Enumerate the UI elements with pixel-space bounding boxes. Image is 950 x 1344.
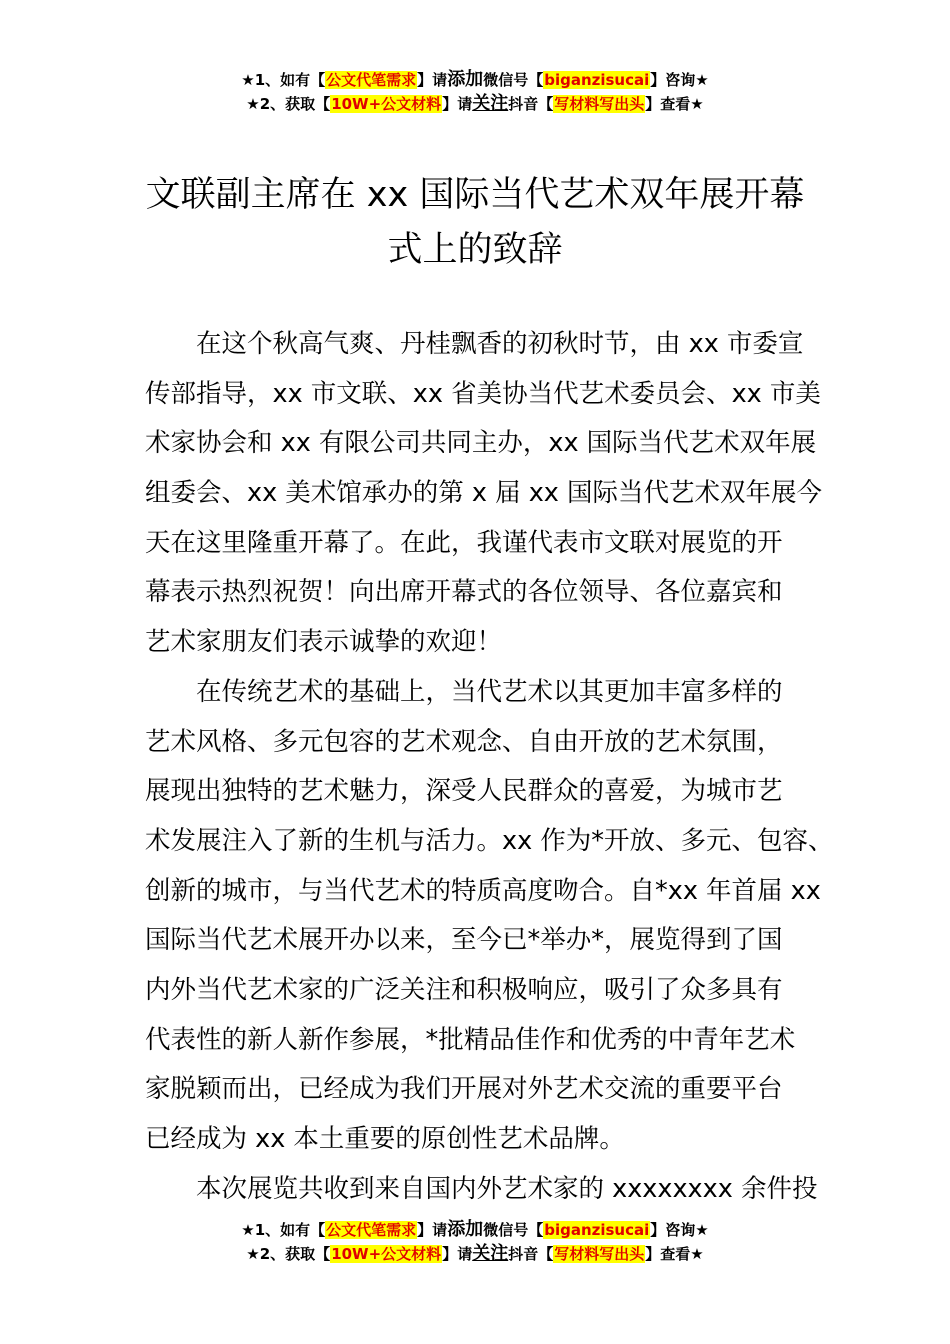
paragraph-line: 在传统艺术的基础上，当代艺术以其更加丰富多样的 xyxy=(196,676,783,707)
promo-highlight: 公文代笔需求 xyxy=(326,71,417,89)
promo-text: ★2、获取【 xyxy=(246,1245,331,1263)
promo-text: 】咨询★ xyxy=(650,71,709,89)
promo-line-1 xyxy=(0,1218,950,1242)
paragraph-line: 展现出独特的艺术魅力，深受人民群众的喜爱，为城市艺 xyxy=(145,776,783,807)
promo-emphasis: 关注 xyxy=(472,93,509,114)
promo-text: 】咨询★ xyxy=(650,1221,709,1239)
promo-line-2 xyxy=(0,1242,950,1266)
promo-text: 微信号【 xyxy=(483,1221,544,1239)
promo-text: 抖音【 xyxy=(508,1245,554,1263)
promo-text: ★2、获取【 xyxy=(246,95,331,113)
paragraph-line: 在这个秋高气爽、丹桂飘香的初秋时节，由 xx 市委宣 xyxy=(196,329,804,359)
promo-highlight-douyin-id: 写材料写出头 xyxy=(554,1245,645,1263)
promo-text: 】请 xyxy=(417,1221,448,1239)
paragraph-line: 幕表示热烈祝贺！向出席开幕式的各位领导、各位嘉宾和 xyxy=(145,577,783,608)
paragraph-line: 国际当代艺术展开办以来，至今已*举办*，展览得到了国 xyxy=(145,925,783,956)
promo-highlight-douyin-id: 写材料写出头 xyxy=(554,95,645,113)
header-promo-banner xyxy=(0,68,950,116)
paragraph-line: 术发展注入了新的生机与活力。xx 作为*开放、多元、包容、 xyxy=(145,825,834,856)
promo-line-2 xyxy=(0,92,950,116)
promo-text: ★1、如有【 xyxy=(241,1221,326,1239)
paragraph-line: 组委会、xx 美术馆承办的第 x 届 xx 国际当代艺术双年展今 xyxy=(145,478,822,509)
paragraph-line: 术家协会和 xx 有限公司共同主办，xx 国际当代艺术双年展 xyxy=(145,428,817,459)
promo-text: 】请 xyxy=(442,1245,473,1263)
paragraph-line: 艺术风格、多元包容的艺术观念、自由开放的艺术氛围， xyxy=(145,726,783,757)
promo-text: 】请 xyxy=(417,71,448,89)
promo-highlight: 10W+公文材料 xyxy=(331,1245,442,1263)
promo-text: 微信号【 xyxy=(483,71,544,89)
promo-highlight: 10W+公文材料 xyxy=(331,95,442,113)
document-body xyxy=(145,320,834,1214)
promo-text: ★1、如有【 xyxy=(241,71,326,89)
promo-text: 抖音【 xyxy=(508,95,554,113)
promo-text: 】请 xyxy=(442,95,473,113)
document-title xyxy=(130,168,820,278)
promo-text: 】查看★ xyxy=(645,95,704,113)
paragraph-line: 天在这里隆重开幕了。在此，我谨代表市文联对展览的开 xyxy=(145,527,783,558)
promo-line-1 xyxy=(0,68,950,92)
paragraph-line: 传部指导，xx 市文联、xx 省美协当代艺术委员会、xx 市美 xyxy=(145,378,821,409)
paragraph-line: 家脱颖而出，已经成为我们开展对外艺术交流的重要平台 xyxy=(145,1074,783,1105)
promo-highlight-wechat-id: biganzisucai xyxy=(544,71,650,89)
footer-promo-banner xyxy=(0,1218,950,1266)
paragraph-line: 艺术家朋友们表示诚挚的欢迎！ xyxy=(145,627,503,658)
paragraph-line: 本次展览共收到来自国内外艺术家的 xxxxxxxx 余件投 xyxy=(196,1173,818,1204)
paragraph-line: 创新的城市，与当代艺术的特质高度吻合。自*xx 年首届 xx xyxy=(145,875,821,906)
promo-emphasis: 添加 xyxy=(447,1219,484,1240)
paragraph-line: 代表性的新人新作参展，*批精品佳作和优秀的中青年艺术 xyxy=(145,1024,796,1055)
promo-text: 】查看★ xyxy=(645,1245,704,1263)
paragraph-line: 已经成为 xx 本土重要的原创性艺术品牌。 xyxy=(145,1124,625,1154)
paragraph-line: 内外当代艺术家的广泛关注和积极响应，吸引了众多具有 xyxy=(145,974,783,1005)
promo-highlight-wechat-id: biganzisucai xyxy=(544,1221,650,1239)
title-line: 式上的致辞 xyxy=(387,230,563,270)
promo-emphasis: 添加 xyxy=(447,69,484,90)
promo-highlight: 公文代笔需求 xyxy=(326,1221,417,1239)
promo-emphasis: 关注 xyxy=(472,1243,509,1264)
title-line: 文联副主席在 xx 国际当代艺术双年展开幕 xyxy=(145,175,805,215)
